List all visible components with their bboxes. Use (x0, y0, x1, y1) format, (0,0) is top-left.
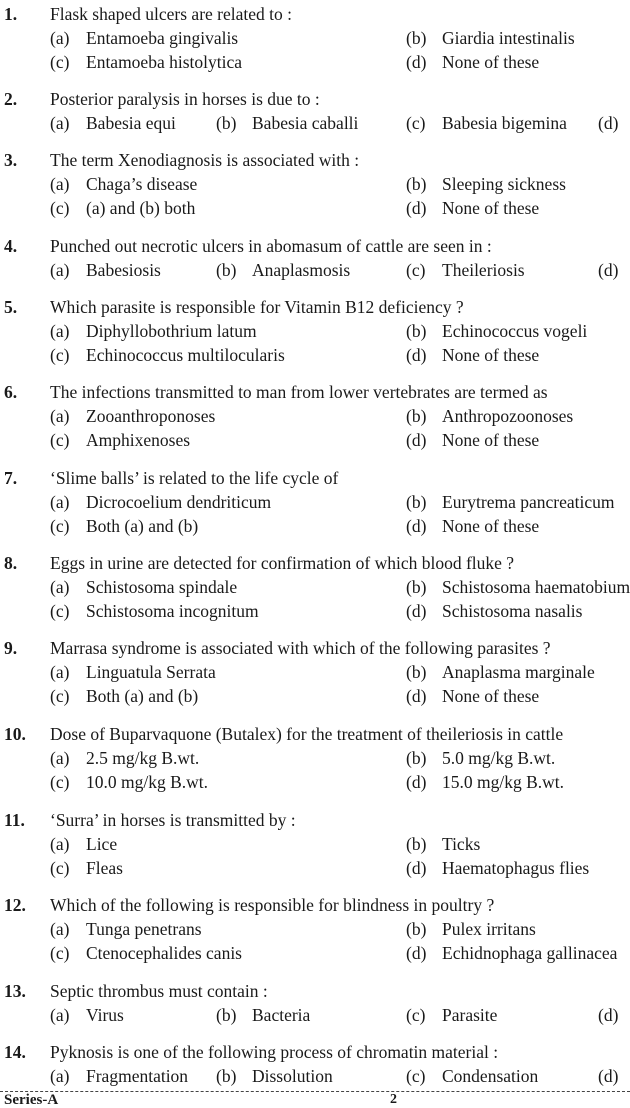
option-d (598, 1003, 630, 1027)
option-label: (a) (50, 919, 70, 939)
option-text: None of these (442, 345, 540, 365)
question-text: The infections transmitted to man from lower vertebrates are termed as (50, 382, 548, 402)
option-c (50, 50, 242, 74)
option-label: (c) (50, 601, 70, 621)
option-a (50, 258, 161, 282)
option-label: (c) (50, 772, 70, 792)
option-d (598, 111, 630, 135)
option-label: (a) (50, 577, 70, 597)
question-text: Punched out necrotic ulcers in abomasum of cattle are seen in : (50, 236, 492, 256)
question-text: Marrasa syndrome is associated with which of the following parasites ? (50, 638, 551, 658)
option-label: (c) (50, 943, 70, 963)
question-5 (0, 295, 630, 365)
question-text: Pyknosis is one of the following process of chromatin material : (50, 1042, 499, 1062)
question-number: 3. (4, 150, 18, 170)
option-a (50, 172, 197, 196)
question-number: 6. (4, 382, 18, 402)
option-a (50, 1003, 124, 1027)
option-c (406, 111, 567, 135)
option-text: None of these (442, 516, 540, 536)
option-label: (b) (216, 1066, 237, 1086)
option-label: (b) (406, 28, 427, 48)
option-text: Theileriosis (442, 260, 525, 280)
option-d (406, 50, 539, 74)
option-text: Dissolution (252, 1066, 333, 1086)
option-text: Anaplasmosis (252, 260, 351, 280)
question-number: 10. (4, 724, 26, 744)
option-a (50, 746, 199, 770)
option-b (406, 172, 566, 196)
option-label: (a) (50, 28, 70, 48)
option-d (406, 941, 617, 965)
option-label: (b) (406, 492, 427, 512)
option-text: Chaga’s disease (86, 174, 198, 194)
option-label: (b) (406, 321, 427, 341)
option-label: (b) (406, 919, 427, 939)
option-text: Both (a) and (b) (86, 686, 199, 706)
option-a (50, 575, 237, 599)
option-text: Eurytrema pancreaticum (442, 492, 615, 512)
option-c (406, 1064, 538, 1088)
option-text: Anthropozoonoses (442, 406, 574, 426)
option-text: Echidnophaga gallinacea (442, 943, 618, 963)
option-b (406, 660, 595, 684)
question-6 (0, 380, 630, 450)
option-d (406, 196, 539, 220)
option-label: (d) (406, 858, 427, 878)
question-text: Which of the following is responsible for blindness in poultry ? (50, 895, 495, 915)
option-label: (d) (406, 686, 427, 706)
question-text: Flask shaped ulcers are related to : (50, 4, 292, 24)
option-d (406, 514, 539, 538)
question-2 (0, 87, 630, 133)
option-d (598, 1064, 630, 1088)
option-label: (d) (406, 943, 427, 963)
footer-page-number: 2 (390, 1092, 397, 1107)
option-text: Babesia caballi (252, 113, 359, 133)
option-label: (c) (50, 858, 70, 878)
option-label: (b) (406, 174, 427, 194)
option-label: (c) (406, 113, 426, 133)
option-c (50, 428, 190, 452)
option-text: Schistosoma spindale (86, 577, 238, 597)
option-label: (a) (50, 1066, 70, 1086)
option-a (50, 319, 257, 343)
option-text: Ticks (442, 834, 481, 854)
question-number: 1. (4, 4, 18, 24)
option-text: Giardia intestinalis (442, 28, 575, 48)
option-text: Babesia bigemina (442, 113, 567, 133)
option-text: Echinococcus multilocularis (86, 345, 285, 365)
option-label: (c) (50, 430, 70, 450)
option-text: Diphyllobothrium latum (86, 321, 257, 341)
option-d (406, 684, 539, 708)
option-text: Anaplasma marginale (442, 662, 595, 682)
option-c (50, 196, 195, 220)
option-label: (b) (406, 662, 427, 682)
question-number: 2. (4, 89, 18, 109)
option-d (406, 599, 582, 623)
option-text: Amphixenoses (86, 430, 191, 450)
question-text: ‘Slime balls’ is related to the life cycle of (50, 468, 339, 488)
option-d (406, 428, 539, 452)
option-label: (b) (406, 834, 427, 854)
option-text: Tunga penetrans (86, 919, 202, 939)
option-text: 5.0 mg/kg B.wt. (442, 748, 556, 768)
option-label: (b) (406, 748, 427, 768)
option-b (216, 258, 350, 282)
option-label: (b) (406, 577, 427, 597)
option-label: (a) (50, 113, 70, 133)
option-text: 10.0 mg/kg B.wt. (86, 772, 209, 792)
footer-divider (0, 1091, 630, 1092)
question-number: 13. (4, 981, 26, 1001)
option-text: Lice (86, 834, 118, 854)
question-number: 11. (4, 810, 25, 830)
option-label: (a) (50, 492, 70, 512)
question-8 (0, 551, 630, 621)
option-c (50, 684, 198, 708)
question-12 (0, 893, 630, 963)
option-c (50, 856, 123, 880)
question-text: Eggs in urine are detected for confirmation of which blood fluke ? (50, 553, 515, 573)
option-label: (a) (50, 1005, 70, 1025)
option-text: Virus (86, 1005, 124, 1025)
question-number: 14. (4, 1042, 26, 1062)
option-b (406, 319, 587, 343)
option-a (50, 404, 215, 428)
question-number: 8. (4, 553, 18, 573)
option-a (50, 832, 117, 856)
question-number: 4. (4, 236, 18, 256)
option-b (406, 746, 555, 770)
option-c (50, 514, 198, 538)
option-b (406, 575, 630, 599)
option-label: (a) (50, 406, 70, 426)
option-text: Bacteria (252, 1005, 311, 1025)
option-label: (d) (406, 601, 427, 621)
option-text: Schistosoma haematobium (442, 577, 630, 597)
option-text: Both (a) and (b) (86, 516, 199, 536)
option-text: Schistosoma incognitum (86, 601, 259, 621)
option-label: (a) (50, 662, 70, 682)
option-a (50, 660, 216, 684)
option-c (50, 343, 285, 367)
option-text: Condensation (442, 1066, 539, 1086)
question-4 (0, 234, 630, 280)
option-label: (d) (406, 772, 427, 792)
option-text: Babesiosis (86, 260, 161, 280)
question-text: Which parasite is responsible for Vitamin B12 deficiency ? (50, 297, 464, 317)
question-7 (0, 466, 630, 536)
option-c (406, 258, 525, 282)
option-b (406, 404, 573, 428)
option-text: Dicrocoelium dendriticum (86, 492, 272, 512)
option-text: 15.0 mg/kg B.wt. (442, 772, 565, 792)
option-b (406, 26, 575, 50)
option-b (216, 1003, 310, 1027)
option-text: Parasite (442, 1005, 498, 1025)
question-number: 5. (4, 297, 18, 317)
question-14 (0, 1040, 630, 1086)
option-label: (a) (50, 748, 70, 768)
option-text: Entamoeba gingivalis (86, 28, 239, 48)
option-label: (c) (50, 516, 70, 536)
option-text: Fragmentation (86, 1066, 189, 1086)
option-label: (c) (50, 345, 70, 365)
option-label: (c) (50, 52, 70, 72)
question-number: 7. (4, 468, 18, 488)
footer-series: Series-A (4, 1092, 59, 1108)
option-label: (c) (406, 1066, 426, 1086)
option-label: (d) (406, 516, 427, 536)
option-label: (b) (216, 113, 237, 133)
option-d (406, 770, 564, 794)
option-text: (a) and (b) both (86, 198, 196, 218)
question-text: Septic thrombus must contain : (50, 981, 268, 1001)
question-9 (0, 636, 630, 706)
option-d (598, 258, 630, 282)
question-number: 12. (4, 895, 26, 915)
question-text: Dose of Buparvaquone (Butalex) for the treatment of theileriosis in cattle (50, 724, 564, 744)
option-label: (a) (50, 321, 70, 341)
question-text: ‘Surra’ in horses is transmitted by : (50, 810, 296, 830)
option-d (406, 343, 539, 367)
option-label: (d) (406, 430, 427, 450)
option-c (406, 1003, 497, 1027)
option-b (216, 1064, 333, 1088)
option-label: (c) (50, 198, 70, 218)
option-text: None of these (442, 686, 540, 706)
option-a (50, 26, 238, 50)
option-text: Ctenocephalides canis (86, 943, 242, 963)
question-10 (0, 722, 630, 792)
option-label: (b) (216, 1005, 237, 1025)
option-text: Haematophagus flies (442, 858, 590, 878)
option-label: (d) (598, 260, 619, 280)
option-c (50, 941, 242, 965)
option-b (216, 111, 358, 135)
option-label: (a) (50, 260, 70, 280)
option-c (50, 599, 259, 623)
option-label: (d) (406, 198, 427, 218)
option-label: (d) (598, 1005, 619, 1025)
option-text: Linguatula Serrata (86, 662, 216, 682)
question-13 (0, 979, 630, 1025)
option-c (50, 770, 208, 794)
option-b (406, 832, 480, 856)
option-d (406, 856, 589, 880)
option-label: (d) (406, 52, 427, 72)
option-text: Zooanthroponoses (86, 406, 216, 426)
option-text: Fleas (86, 858, 123, 878)
option-text: Echinococcus vogeli (442, 321, 588, 341)
option-label: (b) (216, 260, 237, 280)
option-b (406, 490, 614, 514)
option-text: None of these (442, 198, 540, 218)
option-label: (d) (598, 1066, 619, 1086)
question-3 (0, 148, 630, 218)
question-text: The term Xenodiagnosis is associated with : (50, 150, 360, 170)
question-11 (0, 808, 630, 878)
question-text: Posterior paralysis in horses is due to : (50, 89, 320, 109)
option-text: Sleeping sickness (442, 174, 566, 194)
option-a (50, 1064, 188, 1088)
option-text: None of these (442, 430, 540, 450)
option-label: (a) (50, 834, 70, 854)
option-text: Babesia equi (86, 113, 176, 133)
option-label: (d) (598, 113, 619, 133)
option-a (50, 490, 271, 514)
option-label: (c) (406, 260, 426, 280)
option-a (50, 111, 176, 135)
option-text: 2.5 mg/kg B.wt. (86, 748, 200, 768)
question-1 (0, 2, 630, 72)
option-a (50, 917, 202, 941)
option-label: (d) (406, 345, 427, 365)
option-text: Schistosoma nasalis (442, 601, 583, 621)
option-label: (c) (50, 686, 70, 706)
option-text: Entamoeba histolytica (86, 52, 242, 72)
option-b (406, 917, 536, 941)
option-text: Pulex irritans (442, 919, 536, 939)
option-label: (c) (406, 1005, 426, 1025)
question-number: 9. (4, 638, 18, 658)
option-label: (b) (406, 406, 427, 426)
option-text: None of these (442, 52, 540, 72)
option-label: (a) (50, 174, 70, 194)
